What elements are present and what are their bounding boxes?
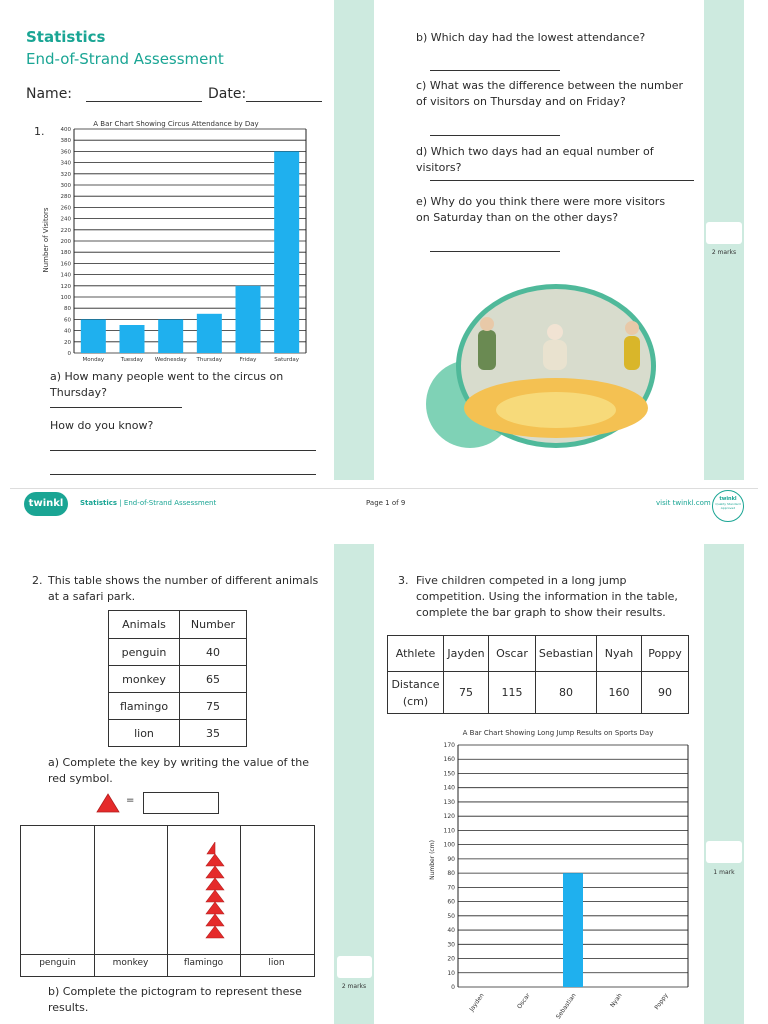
table-row: [109, 666, 247, 693]
x-tick-label: Jayden: [468, 992, 486, 1013]
y-tick-label: 90: [447, 855, 455, 863]
clown-center-icon: [543, 340, 567, 370]
answer-line-how-1[interactable]: [50, 450, 316, 451]
twinkl-logo-text: twinkl: [28, 498, 64, 509]
y-tick-label: 160: [60, 261, 71, 268]
table-cell: penguin: [109, 639, 180, 666]
answer-line-1b[interactable]: [430, 70, 560, 71]
marks-box-q3: [706, 841, 742, 863]
answer-line-1d[interactable]: [430, 180, 694, 181]
animals-table: [108, 610, 247, 747]
chart-y-ticks: [61, 127, 72, 357]
question-2-number: 2.: [32, 574, 43, 587]
circus-illustration: [426, 280, 666, 460]
y-tick-label: 40: [447, 927, 455, 935]
key-answer-box[interactable]: [143, 792, 219, 814]
y-tick-label: 60: [447, 898, 455, 906]
question-2b: b) Complete the pictogram to represent these results.: [48, 985, 302, 1014]
question-1c: c) What was the difference between the number of visitors on Thursday and on Friday?: [416, 79, 684, 108]
quality-badge-icon: [712, 490, 744, 522]
question-2a: a) Complete the key by writing the value of the red symbol.: [48, 756, 309, 785]
table-header-cell: Poppy: [642, 636, 689, 672]
y-tick-label: 280: [60, 194, 71, 201]
y-tick-label: 20: [64, 339, 71, 346]
bar: [197, 314, 222, 353]
bar: [563, 873, 583, 987]
pictogram-label-lion: lion: [268, 958, 285, 968]
table-cell: 80: [536, 672, 597, 714]
distance-label-line-2: (cm): [402, 694, 429, 708]
marks-label-q1: 2 marks: [711, 249, 737, 256]
date-field[interactable]: [246, 101, 322, 102]
chart-title: A Bar Chart Showing Long Jump Results on Sports Day: [462, 729, 654, 737]
pictogram-label-monkey: monkey: [112, 958, 149, 968]
pictogram-label-penguin: penguin: [39, 958, 76, 968]
y-tick-label: 20: [447, 955, 455, 963]
pictogram: [20, 825, 315, 977]
quality-badge-title: twinkl: [719, 496, 737, 502]
answer-line-1c[interactable]: [430, 135, 560, 136]
date-label: Date:: [208, 86, 247, 102]
y-tick-label: 180: [60, 250, 71, 257]
table-header-row: [109, 611, 247, 639]
half-triangle-icon: [207, 842, 215, 854]
table-header-cell: Athlete: [388, 636, 444, 672]
table-row: [109, 720, 247, 747]
answer-line-1a[interactable]: [50, 407, 182, 408]
question-2-intro: This table shows the number of different animals at a safari park.: [48, 574, 319, 603]
bar: [158, 319, 183, 353]
y-tick-label: 320: [60, 171, 71, 178]
y-tick-label: 130: [443, 798, 455, 806]
question-1a: a) How many people went to the circus on Thursday?: [50, 370, 284, 399]
y-tick-label: 0: [67, 351, 71, 357]
table-header-cell: Jayden: [444, 636, 489, 672]
triangle-icon: [206, 854, 224, 866]
table-header-cell: Oscar: [489, 636, 536, 672]
chart-y-ticks: [444, 742, 456, 991]
question-1-number: 1.: [34, 125, 45, 138]
table-cell: 40: [180, 639, 247, 666]
y-tick-label: 10: [447, 969, 455, 977]
marks-box-q2: [337, 956, 372, 978]
x-tick-label: Sebastian: [554, 992, 578, 1021]
question-3-intro: Five children competed in a long jump competition. Using the information in the table, complete the bar graph to show their results.: [416, 574, 678, 619]
bar: [274, 151, 299, 353]
triangle-icon: [206, 902, 224, 914]
y-tick-label: 0: [451, 984, 455, 991]
margin-strip-left-2: [334, 544, 374, 1024]
marks-box-q1: [706, 222, 742, 244]
pictogram-label-flamingo: flamingo: [183, 958, 224, 968]
y-tick-label: 50: [447, 912, 455, 920]
question-3-number: 3.: [398, 574, 409, 587]
y-tick-label: 200: [60, 239, 71, 245]
bar: [120, 325, 145, 353]
footer-doc-subtitle: End-of-Strand Assessment: [123, 499, 217, 507]
table-header-cell: Nyah: [597, 636, 642, 672]
marks-label-q3: 1 mark: [713, 869, 735, 876]
chart-bars: [563, 873, 583, 987]
table-cell: flamingo: [109, 693, 180, 720]
table-cell: 115: [489, 672, 536, 714]
name-label: Name:: [26, 86, 73, 102]
x-tick-label: Tuesday: [120, 357, 144, 363]
flamingo-symbols: [203, 842, 227, 954]
margin-strip-right-2: [704, 544, 744, 1024]
y-tick-label: 360: [60, 149, 71, 156]
footer-url[interactable]: visit twinkl.com: [656, 499, 711, 507]
table-cell: lion: [109, 720, 180, 747]
answer-line-how-2[interactable]: [50, 474, 316, 475]
bar: [236, 286, 261, 353]
long-jump-chart: [420, 722, 692, 1022]
y-tick-label: 240: [60, 216, 71, 223]
y-tick-label: 150: [443, 770, 455, 778]
distance-label-line-1: Distance: [391, 677, 440, 691]
answer-line-1e[interactable]: [430, 251, 560, 252]
table-cell: 90: [642, 672, 689, 714]
page-number: Page 1 of 9: [366, 499, 406, 507]
page-title: Statistics: [26, 28, 106, 46]
y-tick-label: 100: [443, 841, 455, 849]
y-tick-label: 70: [447, 884, 455, 892]
question-1e: e) Why do you think there were more visitors on Saturday than on the other days?: [416, 195, 666, 224]
x-tick-label: Friday: [239, 357, 257, 363]
x-tick-label: Saturday: [274, 357, 300, 363]
triangle-icon: [206, 890, 224, 902]
footer-doc-strand: Statistics: [80, 499, 118, 507]
chart-gridlines: [74, 129, 306, 353]
y-tick-label: 120: [60, 283, 71, 290]
key-equals: =: [126, 795, 135, 806]
question-1d: d) Which two days had an equal number of visitors?: [416, 145, 654, 174]
how-do-you-know: How do you know?: [50, 419, 154, 432]
attendance-chart: [30, 114, 320, 368]
table-header-cell: Sebastian: [536, 636, 597, 672]
y-tick-label: 140: [443, 784, 455, 792]
triangle-icon: [206, 878, 224, 890]
table-row-label: [388, 672, 444, 714]
y-tick-label: 80: [64, 306, 71, 313]
chart-x-ticks: [82, 357, 299, 363]
table-cell: 160: [597, 672, 642, 714]
table-header-cell: Number: [180, 611, 247, 639]
y-tick-label: 170: [443, 742, 455, 749]
y-tick-label: 40: [64, 328, 71, 335]
red-triangle-key-icon: [96, 793, 120, 813]
x-tick-label: Oscar: [515, 992, 532, 1011]
margin-strip-left: [334, 0, 374, 480]
y-tick-label: 30: [447, 941, 455, 949]
table-row: [109, 639, 247, 666]
chart-title: A Bar Chart Showing Circus Attendance by Day: [93, 120, 259, 128]
bar: [81, 319, 106, 353]
y-tick-label: 380: [60, 138, 71, 145]
chart-x-ticks: [468, 992, 670, 1021]
y-tick-label: 120: [443, 813, 455, 821]
y-tick-label: 160: [443, 756, 455, 764]
table-header-cell: Animals: [109, 611, 180, 639]
x-tick-label: Monday: [82, 357, 105, 363]
y-tick-label: 340: [60, 160, 71, 167]
y-tick-label: 400: [60, 127, 71, 133]
triangle-icon: [206, 914, 224, 926]
table-cell: 75: [180, 693, 247, 720]
question-1b: b) Which day had the lowest attendance?: [416, 31, 646, 44]
long-jump-table: [387, 635, 689, 714]
footer-doc-title: [80, 499, 216, 507]
x-tick-label: Poppy: [653, 992, 670, 1012]
triangle-icon: [206, 866, 224, 878]
y-tick-label: 100: [60, 295, 71, 301]
x-tick-label: Wednesday: [154, 357, 187, 363]
chart-y-axis-label: Number (cm): [429, 840, 436, 880]
name-field[interactable]: [86, 101, 202, 102]
table-row: [109, 693, 247, 720]
y-tick-label: 60: [64, 317, 71, 324]
page-subtitle: End-of-Strand Assessment: [26, 50, 224, 68]
y-tick-label: 260: [60, 205, 71, 212]
y-tick-label: 80: [447, 870, 455, 878]
footer-divider: [10, 488, 758, 489]
table-cell: monkey: [109, 666, 180, 693]
table-cell: 35: [180, 720, 247, 747]
table-cell: 75: [444, 672, 489, 714]
x-tick-label: Nyah: [608, 992, 624, 1009]
y-tick-label: 140: [60, 272, 71, 279]
y-tick-label: 300: [60, 183, 71, 189]
marks-label-q2: 2 marks: [341, 983, 367, 990]
pictogram-label-row-divider: [21, 954, 314, 955]
clown-left-icon: [478, 330, 496, 370]
footer-doc-separator: |: [117, 499, 124, 507]
clown-right-icon: [624, 336, 640, 370]
table-row: [388, 672, 689, 714]
twinkl-logo[interactable]: [24, 492, 68, 516]
y-tick-label: 220: [60, 227, 71, 234]
chart-y-axis-label: Number of Visitors: [42, 207, 50, 273]
quality-badge-caption: Quality Standard Approved: [715, 502, 741, 510]
table-cell: 65: [180, 666, 247, 693]
triangle-icon: [206, 926, 224, 938]
table-header-row: [388, 636, 689, 672]
x-tick-label: Thursday: [196, 357, 223, 363]
y-tick-label: 110: [443, 827, 455, 835]
